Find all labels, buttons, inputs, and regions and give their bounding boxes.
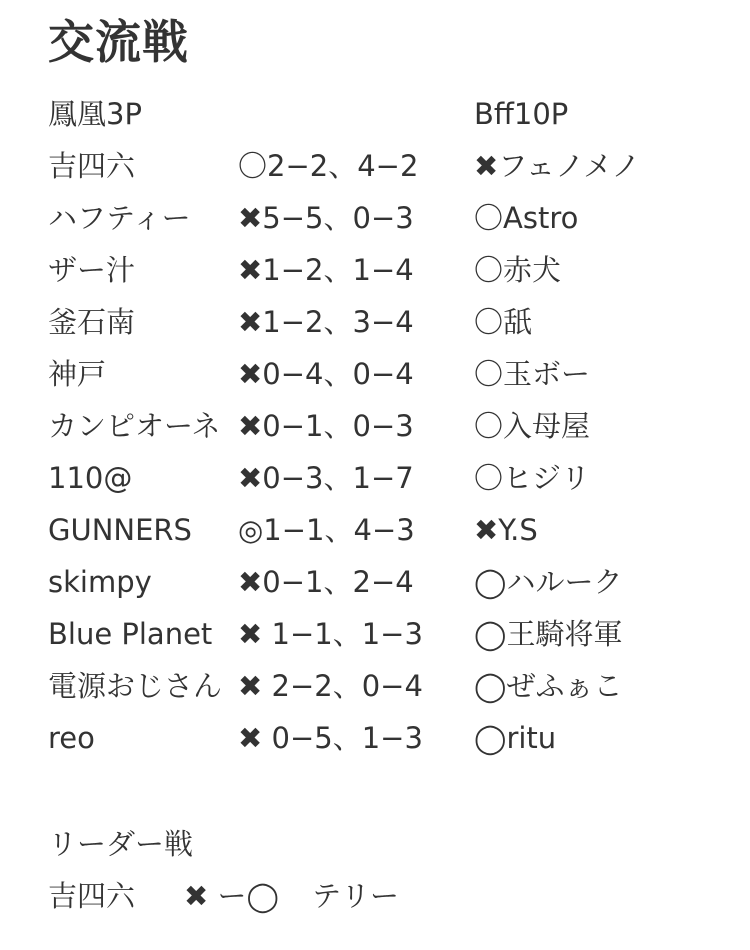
right-player: ✖フェノメノ <box>474 149 641 183</box>
left-player: 釜石南 <box>48 305 136 339</box>
left-player: reo <box>48 721 95 755</box>
left-player: skimpy <box>48 565 152 599</box>
left-player: 神戸 <box>48 357 107 391</box>
team-header <box>0 88 750 140</box>
match-row <box>0 140 750 192</box>
left-player: 電源おじさん <box>48 669 223 703</box>
right-player: 〇舐 <box>474 305 533 339</box>
right-player: ◯ritu <box>474 721 557 755</box>
left-player: Blue Planet <box>48 617 213 651</box>
right-player: 〇ヒジリ <box>474 461 591 495</box>
page-title: 交流戦 <box>48 15 189 69</box>
right-player: ◯ぜふぁこ <box>474 669 623 703</box>
right-player: 〇赤犬 <box>474 253 562 287</box>
match-row <box>0 192 750 244</box>
match-result: ✖5−5、0−3 <box>238 201 414 235</box>
match-row <box>0 712 750 764</box>
right-team-name: Bff10P <box>474 97 569 131</box>
match-result: 〇2−2、4−2 <box>238 149 419 183</box>
match-result: ✖1−2、3−4 <box>238 305 414 339</box>
right-player: ◯王騎将軍 <box>474 617 623 651</box>
match-result: ✖ 0−5、1−3 <box>238 721 423 755</box>
left-player: ハフティー <box>48 201 191 235</box>
match-row <box>0 400 750 452</box>
match-result: ◎1−1、4−3 <box>238 513 415 547</box>
left-team-name: 鳳凰3P <box>48 97 142 131</box>
match-result: ✖0−3、1−7 <box>238 461 414 495</box>
left-player: 吉四六 <box>48 149 136 183</box>
match-result: ✖1−2、1−4 <box>238 253 414 287</box>
match-row <box>0 348 750 400</box>
match-result: ✖ 1−1、1−3 <box>238 617 423 651</box>
right-player: 〇Astro <box>474 201 579 235</box>
right-player: 〇玉ボー <box>474 357 591 391</box>
left-player: カンピオーネ <box>48 409 221 443</box>
match-row <box>0 452 750 504</box>
match-result: ✖0−1、2−4 <box>238 565 414 599</box>
match-result: ✖ 2−2、0−4 <box>238 669 423 703</box>
leader-right-player: テリー <box>312 879 400 913</box>
left-player: GUNNERS <box>48 513 192 547</box>
right-player: ✖Y.S <box>474 513 538 547</box>
leader-match-row <box>0 870 750 922</box>
leader-left-player: 吉四六 <box>48 879 136 913</box>
match-row <box>0 296 750 348</box>
match-result: ✖0−1、0−3 <box>238 409 414 443</box>
right-player: 〇入母屋 <box>474 409 591 443</box>
leader-result: ✖ ー◯ <box>184 879 279 913</box>
right-player: ◯ハルーク <box>474 565 623 599</box>
match-row <box>0 660 750 712</box>
match-row <box>0 608 750 660</box>
match-row <box>0 244 750 296</box>
left-player: ザー汁 <box>48 253 136 287</box>
leader-section-title: リーダー戦 <box>48 827 194 861</box>
match-result: ✖0−4、0−4 <box>238 357 414 391</box>
left-player: 110@ <box>48 461 133 495</box>
match-row <box>0 504 750 556</box>
match-row <box>0 556 750 608</box>
